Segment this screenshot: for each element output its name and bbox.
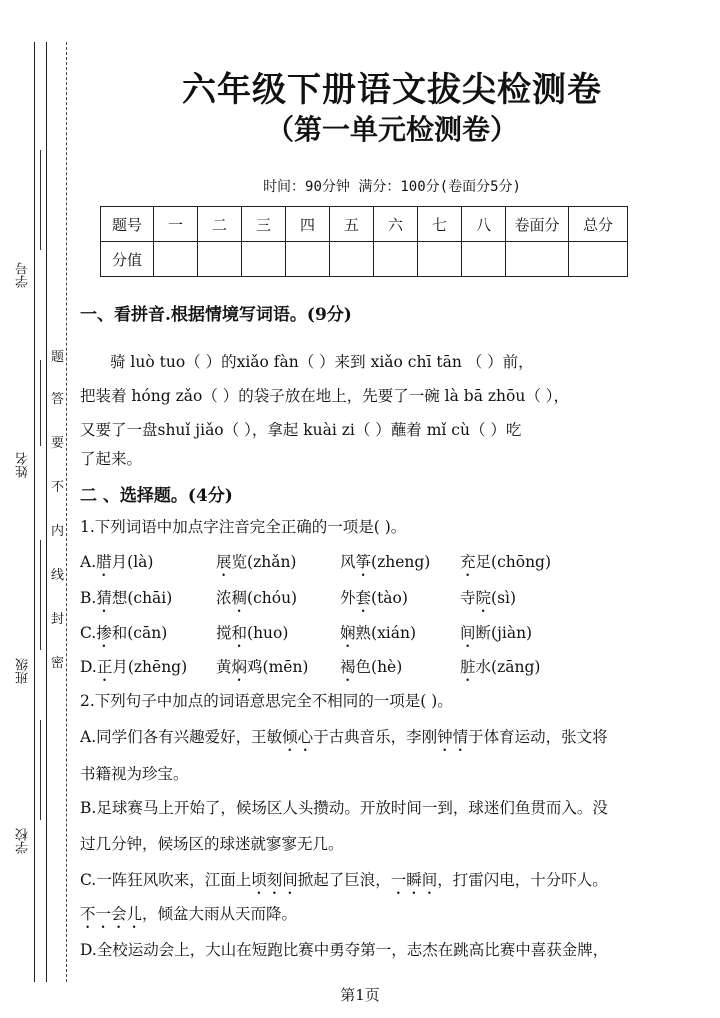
- q1-option-d: D.正月(zhēng): [80, 658, 188, 676]
- binding-margin: [0, 0, 75, 1018]
- q2-option-c: C.一阵狂风吹来，江面上顷刻间掀起了巨浪，一瞬间，打雷闪电，十分吓人。: [80, 871, 608, 889]
- score-cell[interactable]: [506, 242, 569, 277]
- seal-char: 答: [51, 392, 65, 407]
- q1-stem: 1.下列词语中加点字注音完全正确的一项是( )。: [80, 518, 407, 536]
- section1-line: 了起来。: [80, 450, 143, 468]
- q1-word: 搅和(huo): [216, 624, 289, 642]
- section1-line: 又要了一盘shuǐ jiǎo（ ），拿起 kuài zi（ ）蘸着 mǐ cù（ ）吃: [80, 421, 522, 439]
- q1-word: 浓稠(chóu): [216, 589, 298, 607]
- score-header-cell: 卷面分: [506, 207, 569, 242]
- score-cell[interactable]: [330, 242, 374, 277]
- seal-char: 密: [51, 656, 65, 671]
- class-blank[interactable]: [40, 540, 42, 650]
- seal-char: 要: [51, 436, 65, 451]
- q1-word: 外套(tào): [340, 589, 408, 607]
- seal-char: 封: [51, 612, 65, 627]
- score-header-cell: 二: [198, 207, 242, 242]
- seal-char: 不: [51, 480, 65, 495]
- score-header-cell: 五: [330, 207, 374, 242]
- score-header-cell: 三: [242, 207, 286, 242]
- score-cell[interactable]: [242, 242, 286, 277]
- q2-stem: 2.下列句子中加点的词语意思完全不相同的一项是( )。: [80, 692, 453, 710]
- school-label: 学校: [16, 828, 31, 854]
- q1-word: 娴熟(xián): [340, 624, 417, 642]
- q1-word: 脏水(zāng): [460, 658, 541, 676]
- q1-word: 褐色(hè): [340, 658, 403, 676]
- score-row-label: 分值: [101, 242, 154, 277]
- q1-option-c: C.掺和(cān): [80, 624, 168, 642]
- score-cell[interactable]: [286, 242, 330, 277]
- score-header-cell: 八: [462, 207, 506, 242]
- seal-char: 内: [51, 524, 65, 539]
- q1-word: 间断(jiàn): [460, 624, 533, 642]
- score-cell[interactable]: [154, 242, 198, 277]
- seal-char: 题: [51, 350, 65, 365]
- q1-word: 寺院(sì): [460, 589, 517, 607]
- score-header-cell: 七: [418, 207, 462, 242]
- q2-option-b-cont: 过几分钟，候场区的球迷就寥寥无几。: [80, 835, 344, 853]
- q2-option-a: A.同学们各有兴趣爱好，王敏倾心于古典音乐，李刚钟情于体育运动，张文将: [80, 728, 608, 746]
- class-label: 班级: [16, 658, 31, 684]
- score-header-cell: 题号: [101, 207, 154, 242]
- page-number: 第1页: [340, 986, 380, 1004]
- q2-option-c-cont: 不一会儿，倾盆大雨从天而降。: [80, 905, 298, 923]
- student-no-blank[interactable]: [40, 150, 42, 250]
- q2-option-b: B.足球赛马上开始了，候场区人头攒动。开放时间一到，球迷们鱼贯而入。没: [80, 799, 608, 817]
- section1-line: 骑 luò tuo（ ）的xiǎo fàn（ ）来到 xiǎo chī tān （ ）前，: [110, 353, 534, 371]
- section2-heading: 二 、选择题。(4分): [80, 486, 233, 506]
- name-label: 姓名: [16, 452, 31, 478]
- page-subtitle: （第一单元检测卷）: [265, 113, 518, 146]
- school-blank[interactable]: [40, 720, 42, 820]
- score-cell[interactable]: [374, 242, 418, 277]
- score-cell[interactable]: [569, 242, 628, 277]
- score-table: [100, 206, 628, 277]
- exam-info: 时间：90分钟 满分：100分(卷面分5分): [263, 179, 521, 195]
- student-no-label: 学号: [16, 262, 31, 288]
- name-blank[interactable]: [40, 360, 42, 446]
- q1-option-a: A.腊月(là): [80, 553, 154, 571]
- page-title: 六年级下册语文拔尖检测卷: [182, 70, 602, 110]
- score-header-cell: 六: [374, 207, 418, 242]
- binding-line-outer: [34, 42, 35, 982]
- q1-word: 展览(zhǎn): [216, 553, 297, 571]
- binding-line-inner: [46, 42, 47, 982]
- score-header-row: [101, 207, 628, 242]
- section1-heading: 一、看拼音.根据情境写词语。(9分): [80, 305, 352, 325]
- q2-option-d: D.全校运动会上，大山在短跑比赛中勇夺第一，志杰在跳高比赛中喜获金牌，: [80, 941, 609, 959]
- q2-option-a-cont: 书籍视为珍宝。: [80, 765, 189, 783]
- score-value-row: [101, 242, 628, 277]
- score-header-cell: 总分: [569, 207, 628, 242]
- q1-option-b: B.猜想(chāi): [80, 589, 173, 607]
- score-cell[interactable]: [462, 242, 506, 277]
- section1-line: 把装着 hóng zǎo（ ）的袋子放在地上，先要了一碗 là bā zhōu（ ），: [80, 387, 570, 405]
- score-cell[interactable]: [418, 242, 462, 277]
- score-cell[interactable]: [198, 242, 242, 277]
- q1-word: 充足(chōng): [460, 553, 552, 571]
- seal-char: 线: [51, 568, 65, 583]
- score-header-cell: 四: [286, 207, 330, 242]
- binding-dashed-line: [66, 42, 67, 982]
- score-header-cell: 一: [154, 207, 198, 242]
- q1-word: 黄焖鸡(mēn): [216, 658, 309, 676]
- q1-word: 风筝(zheng): [340, 553, 431, 571]
